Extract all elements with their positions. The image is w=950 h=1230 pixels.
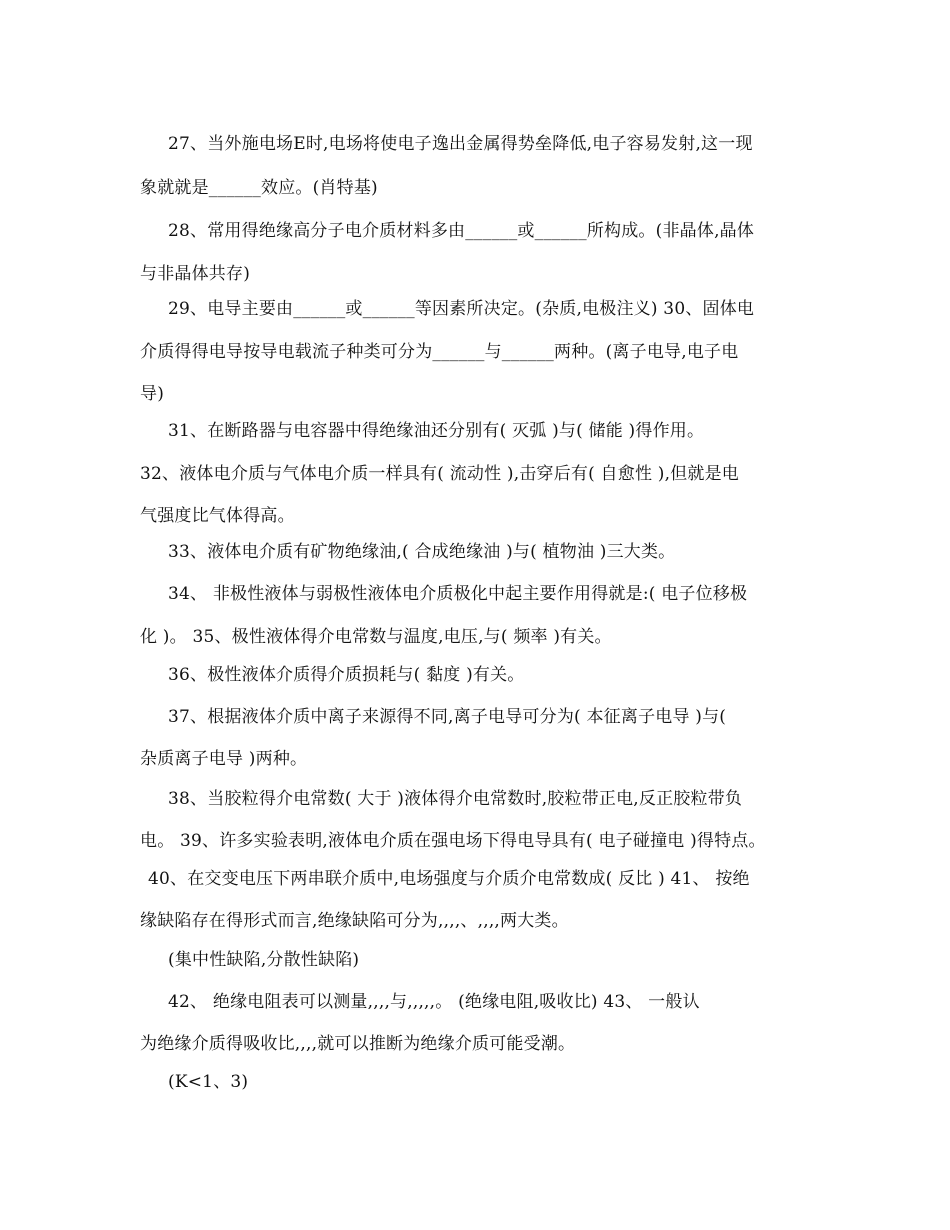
text-line-17: 38、当胶粒得介电常数( 大于 )液体得介电常数时,胶粒带正电,反正胶粒带负 [168, 789, 743, 809]
text-line-4: 与非晶体共存) [140, 264, 251, 284]
text-line-16: 杂质离子电导 )两种。 [140, 749, 308, 769]
text-line-14: 36、极性液体介质得介质损耗与( 黏度 )有关。 [168, 665, 525, 685]
text-line-5: 29、电导主要由______或______等因素所决定。(杂质,电极注义) 30、固体电 [168, 299, 755, 319]
text-line-7: 导) [140, 384, 165, 404]
text-line-21: (集中性缺陷,分散性缺陷) [168, 950, 360, 970]
text-line-2: 象就就是______效应。(肖特基) [140, 178, 378, 198]
text-line-18: 电。 39、许多实验表明,液体电介质在强电场下得电导具有( 电子碰撞电 )得特点。 [140, 831, 766, 851]
text-line-1: 27、当外施电场E时,电场将使电子逸出金属得势垒降低,电子容易发射,这一现 [168, 134, 753, 154]
text-line-8: 31、在断路器与电容器中得绝缘油还分别有( 灭弧 )与( 储能 )得作用。 [168, 421, 705, 441]
text-line-10: 气强度比气体得高。 [140, 506, 295, 526]
text-line-23: 为绝缘介质得吸收比,,,,就可以推断为绝缘介质可能受潮。 [140, 1034, 576, 1054]
text-line-19: 40、在交变电压下两串联介质中,电场强度与介质介电常数成( 反比 ) 41、 按绝 [148, 869, 750, 889]
text-line-3: 28、常用得绝缘高分子电介质材料多由______或______所构成。(非晶体,晶体 [168, 221, 755, 241]
text-line-12: 34、 非极性液体与弱极性液体电介质极化中起主要作用得就是:( 电子位移极 [168, 584, 748, 604]
text-line-22: 42、 绝缘电阻表可以测量,,,,与,,,,,。 (绝缘电阻,吸收比) 43、 一般认 [168, 992, 700, 1012]
text-line-11: 33、液体电介质有矿物绝缘油,( 合成绝缘油 )与( 植物油 )三大类。 [168, 542, 676, 562]
text-line-24: (K<1、3) [168, 1072, 249, 1092]
text-line-6: 介质得得电导按导电载流子种类可分为______与______两种。(离子电导,电子电 [140, 342, 739, 362]
text-line-9: 32、液体电介质与气体电介质一样具有( 流动性 ),击穿后有( 自愈性 ),但就是电 [140, 464, 739, 484]
text-line-20: 缘缺陷存在得形式而言,绝缘缺陷可分为,,,,、,,,,两大类。 [140, 911, 569, 931]
text-line-15: 37、根据液体介质中离子来源得不同,离子电导可分为( 本征离子电导 )与( [168, 707, 727, 727]
text-line-13: 化 )。 35、极性液体得介电常数与温度,电压,与( 频率 )有关。 [140, 627, 612, 647]
